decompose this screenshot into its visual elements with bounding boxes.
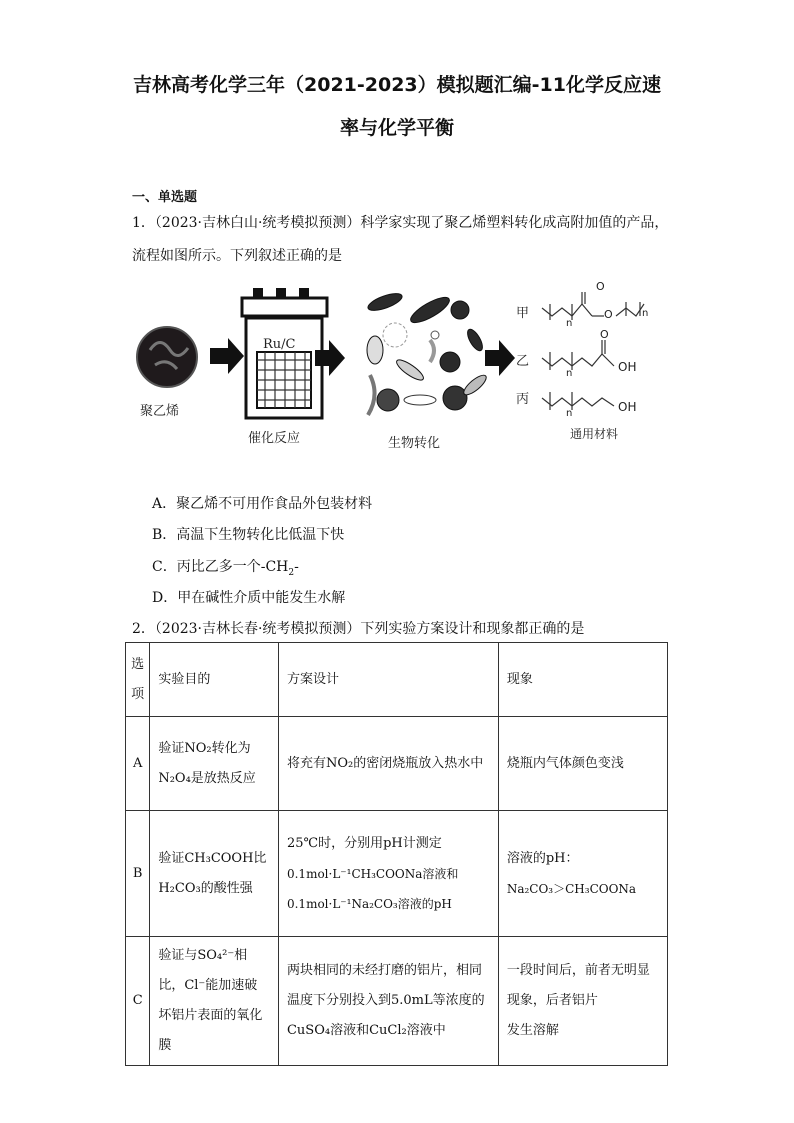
row-b-design-line3: 0.1mol·L⁻¹Na₂CO₃溶液的pH [286,896,452,911]
option-c [152,556,299,578]
label-catalysis: 催化反应 [248,431,301,446]
header-design: 方案设计 [278,643,498,717]
page-title-line2: 率与化学平衡 [339,117,454,139]
label-acid-o: O [600,328,609,341]
microorganism-cluster-icon [366,290,489,415]
row-b-result [498,811,667,937]
label-polyethylene: 聚乙烯 [140,404,180,419]
row-c-purpose: 验证与SO₄²⁻相比，Cl⁻能加速破坏铝片表面的氧化膜 [150,937,279,1066]
question-1-stem-line1: 1．（2023·吉林白山·统考模拟预测）科学家实现了聚乙烯塑料转化成高附加值的产品， [132,215,669,231]
label-acid-oh: OH [618,360,637,374]
label-biotransformation: 生物转化 [388,436,441,451]
row-b-result-line1: 溶液的pH： [506,850,579,866]
label-yi: 乙 [516,354,530,369]
row-b-label: B [126,811,150,937]
process-figure [130,280,675,460]
label-alcohol-oh: OH [618,400,637,414]
option-d: D．甲在碱性介质中能发生水解 [152,590,346,606]
reactor-icon [242,288,327,418]
label-ester-o: O [604,308,613,321]
label-ru-c: Ru/C [263,337,296,352]
row-c-result-line2: 发生溶解 [506,1023,559,1038]
row-a-purpose: 验证NO₂转化为N₂O₄是放热反应 [150,717,279,811]
table-row-a [126,717,668,811]
row-c-result [498,937,667,1066]
arrow-3-icon [485,340,515,376]
label-carbonyl-o: O [596,280,605,293]
row-c-result-line1: 一段时间后，前者无明显现象，后者铝片 [506,963,650,1008]
header-result: 现象 [498,643,667,717]
question-2-stem: 2．（2023·吉林长春·统考模拟预测）下列实验方案设计和现象都正确的是 [132,621,585,637]
option-c-text: C．丙比乙多一个-CH [152,559,289,575]
page-title-line1: 吉林高考化学三年（2021-2023）模拟题汇编-11化学反应速 [133,74,661,96]
row-c-design: 两块相同的未经打磨的铝片，相同温度下分别投入到5.0mL等浓度的CuSO₄溶液和CuCl₂溶液中 [278,937,498,1066]
row-a-result: 烧瓶内气体颜色变浅 [498,717,667,811]
label-jia: 甲 [516,306,530,321]
option-b: B．高温下生物转化比低温下快 [152,527,345,543]
label-bing: 丙 [516,392,530,407]
label-n-ester: n [642,308,649,319]
arrow-1-icon [210,338,244,374]
label-general-material: 通用材料 [570,427,619,441]
row-c-label: C [126,937,150,1066]
row-b-design [278,811,498,937]
option-a: A．聚乙烯不可用作食品外包装材料 [152,496,373,512]
label-n-jia: n [566,318,573,329]
option-c-tail: - [294,559,299,575]
row-b-design-line2: 0.1mol·L⁻¹CH₃COONa溶液和 [286,866,459,881]
row-b-design-line1: 25℃时，分别用pH计测定 [286,835,442,851]
header-option: 选项 [126,643,150,717]
section-heading: 一、单选题 [132,190,198,205]
header-purpose: 实验目的 [150,643,279,717]
row-a-label: A [126,717,150,811]
polyethylene-sample-icon [137,327,197,387]
table-row-b [126,811,668,937]
row-b-result-line2: Na₂CO₃＞CH₃COONa [506,881,637,896]
table-row-c [126,937,668,1066]
label-n-yi: n [566,368,573,379]
label-n-bing: n [566,408,573,419]
experiment-table [125,642,668,1066]
table-header-row [126,643,668,717]
structures-icon [542,292,644,410]
row-a-design: 将充有NO₂的密闭烧瓶放入热水中 [278,717,498,811]
row-b-purpose: 验证CH₃COOH比H₂CO₃的酸性强 [150,811,279,937]
option-c-sub: 2 [288,567,295,578]
question-1-stem-line2: 流程如图所示。下列叙述正确的是 [132,248,342,264]
